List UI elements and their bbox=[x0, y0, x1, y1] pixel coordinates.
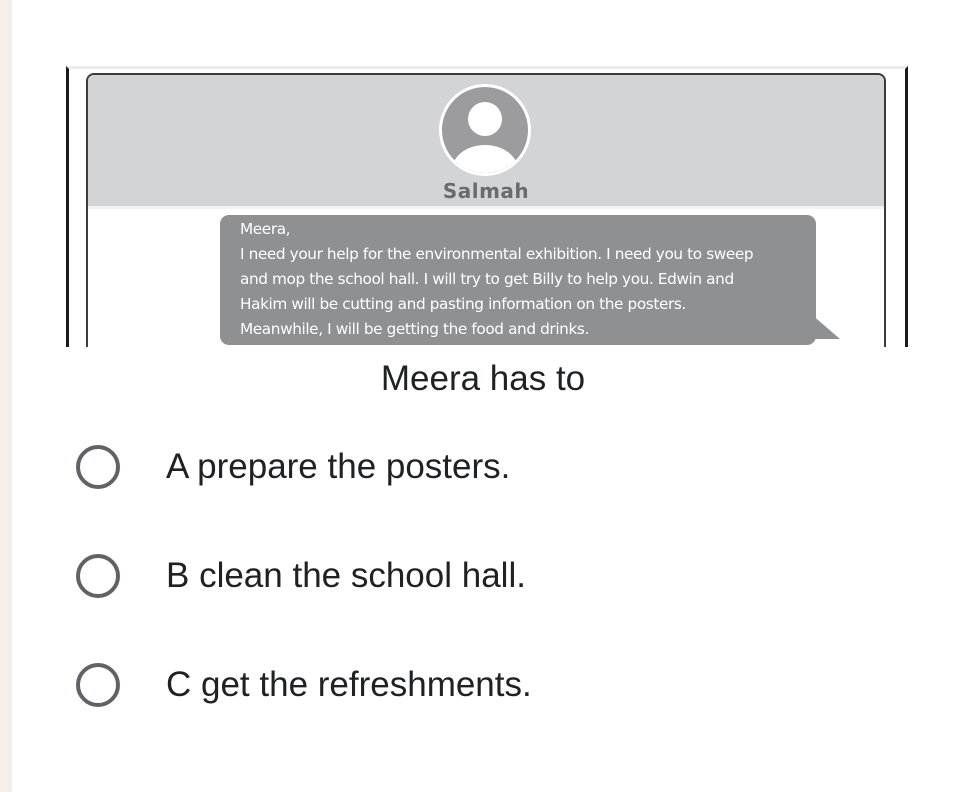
option-label[interactable]: C get the refreshments. bbox=[166, 665, 532, 704]
question-prompt: Meera has to bbox=[380, 359, 586, 398]
message-line: I need your help for the environmental exhibition. I need you to sweep bbox=[240, 245, 754, 263]
phone-screen bbox=[86, 73, 886, 347]
message-line: and mop the school hall. I will try to get Billy to help you. Edwin and bbox=[240, 270, 734, 288]
radio-button-icon[interactable] bbox=[76, 663, 120, 707]
option-b[interactable] bbox=[76, 546, 526, 606]
chat-header bbox=[88, 75, 884, 209]
radio-button-icon[interactable] bbox=[76, 445, 120, 489]
message-line: Hakim will be cutting and pasting information on the posters. bbox=[240, 295, 686, 313]
avatar-icon bbox=[439, 84, 531, 176]
message-line: Meera, bbox=[240, 220, 291, 238]
option-a[interactable] bbox=[76, 437, 510, 497]
chat-illustration bbox=[66, 66, 908, 347]
message-bubble bbox=[220, 215, 816, 345]
message-line: Meanwhile, I will be getting the food and drinks. bbox=[240, 320, 589, 338]
option-c[interactable] bbox=[76, 655, 532, 715]
radio-button-icon[interactable] bbox=[76, 554, 120, 598]
contact-name: Salmah bbox=[442, 179, 530, 203]
option-label[interactable]: B clean the school hall. bbox=[166, 556, 526, 595]
option-label[interactable]: A prepare the posters. bbox=[166, 447, 511, 486]
